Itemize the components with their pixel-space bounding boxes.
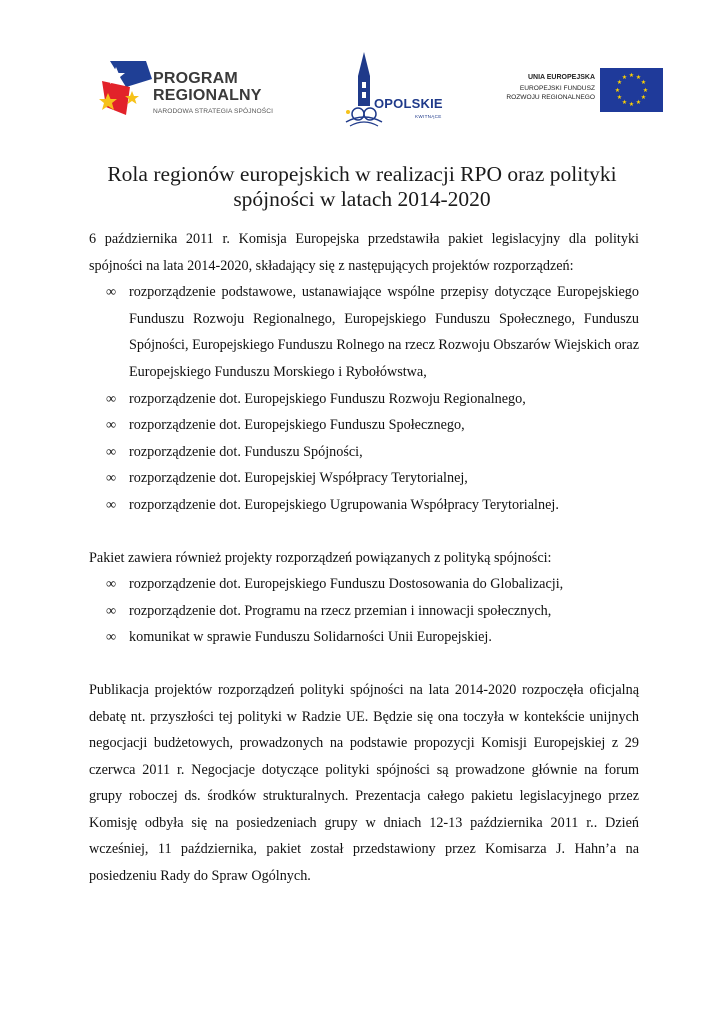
svg-text:★: ★ (640, 79, 647, 86)
list-item: ∞ rozporządzenie dot. Europejskiego Ugrupowania Współpracy Terytorialnej. (89, 492, 639, 519)
title-line1: Rola regionów europejskich w realizacji RPO oraz polityki (107, 162, 617, 186)
eu-flag-icon (600, 68, 663, 112)
svg-text:★: ★ (628, 72, 635, 79)
stars-logo-icon (96, 57, 154, 123)
program-logo-line2: REGIONALNY (153, 87, 262, 104)
publication-paragraph: Publikacja projektów rozporządzeń polityki spójności na lata 2014-2020 rozpoczęła oficjalną debatę nt. przyszłości tej polityki w Radzie UE. Będzie się ona toczyła w kontekście unijnych negocjacji budżetowych, prowadzonych na podstawie propozycji Komisji Europejskiej z 29 czerwca 2011 r. Negocjacje dotyczące polityki spójności są prowadzone głównie na forum grupy roboczej ds. środków strukturalnych. Prezentacja całego pakietu legislacyjnego przez Komisję odbyła się na posiedzeniach grupy w dniach 12-13 października 2011 r.. Dzień wcześniej, 11 października, pakiet został przedstawiony przez Komisarza J. Hahn’a na posiedzeniu Rady do Spraw Ogólnych. (89, 681, 639, 885)
opolskie-logo-name: OPOLSKIE (374, 96, 443, 111)
svg-text:★: ★ (616, 94, 623, 101)
infinity-bullet-icon: ∞ (106, 576, 117, 593)
infinity-bullet-icon: ∞ (106, 284, 117, 301)
eu-logo-line3: ROZWOJU REGIONALNEGO (506, 94, 595, 101)
svg-text:★: ★ (635, 99, 642, 106)
list-item: ∞ komunikat w sprawie Funduszu Solidarności Unii Europejskiej. (89, 624, 639, 651)
document-title (60, 162, 664, 212)
list-item: ∞ rozporządzenie podstawowe, ustanawiające wspólne przepisy dotyczące Europejskiego Funduszu Rozwoju Regionalnego, Europejskiego Funduszu Społecznego, Funduszu Spójności, Europejskiego Funduszu Rolnego na rzecz Rozwoju Obszarów Wiejskich oraz Europejskiego Funduszu Morskiego i Rybołówstwa, (89, 279, 639, 385)
tower-icon (344, 52, 384, 128)
list-item: ∞ rozporządzenie dot. Europejskiej Współpracy Terytorialnej, (89, 465, 639, 492)
spacer (89, 651, 639, 677)
list-item: ∞ rozporządzenie dot. Europejskiego Funduszu Społecznego, (89, 412, 639, 439)
intro-paragraph: 6 października 2011 r. Komisja Europejska przedstawiła pakiet legislacyjny dla polityki spójności na lata 2014-2020, składający się z następujących projektów rozporządzeń: (89, 231, 639, 274)
svg-text:★: ★ (616, 79, 623, 86)
related-regulations-paragraph: Pakiet zawiera również projekty rozporządzeń powiązanych z polityką spójności: (89, 549, 552, 566)
spacer (89, 519, 639, 545)
list-item: ∞ rozporządzenie dot. Programu na rzecz przemian i innowacji społecznych, (89, 598, 639, 625)
infinity-bullet-icon: ∞ (106, 417, 117, 434)
eu-logo (486, 68, 663, 112)
svg-text:★: ★ (621, 99, 628, 106)
list-item: ∞ rozporządzenie dot. Funduszu Spójności, (89, 439, 639, 466)
infinity-bullet-icon: ∞ (106, 470, 117, 487)
program-regionalny-logo (96, 57, 306, 123)
svg-text:★: ★ (628, 101, 635, 108)
svg-text:★: ★ (640, 94, 647, 101)
svg-text:★: ★ (621, 74, 628, 81)
program-logo-line1: PROGRAM (153, 70, 238, 87)
infinity-bullet-icon: ∞ (106, 629, 117, 646)
list-item: ∞ rozporządzenie dot. Europejskiego Funduszu Dostosowania do Globalizacji, (89, 571, 639, 598)
svg-text:★: ★ (614, 87, 621, 94)
infinity-bullet-icon: ∞ (106, 443, 117, 460)
document-body (89, 226, 639, 890)
program-logo-line3: NARODOWA STRATEGIA SPÓJNOŚCI (153, 108, 274, 115)
infinity-bullet-icon: ∞ (106, 496, 117, 513)
related-regulations-list (89, 571, 639, 651)
title-line2: spójności w latach 2014-2020 (233, 187, 491, 211)
infinity-bullet-icon: ∞ (106, 390, 117, 407)
list-item: ∞ rozporządzenie dot. Europejskiego Funduszu Rozwoju Regionalnego, (89, 386, 639, 413)
svg-text:★: ★ (642, 87, 649, 94)
svg-text:★: ★ (635, 74, 642, 81)
eu-logo-line1: UNIA EUROPEJSKA (527, 74, 595, 81)
opolskie-logo-sub: KWITNĄCE (415, 114, 442, 119)
eu-logo-line2: EUROPEJSKI FUNDUSZ (519, 85, 595, 92)
regulations-list (89, 279, 639, 518)
infinity-bullet-icon: ∞ (106, 602, 117, 619)
opolskie-logo (336, 52, 454, 128)
